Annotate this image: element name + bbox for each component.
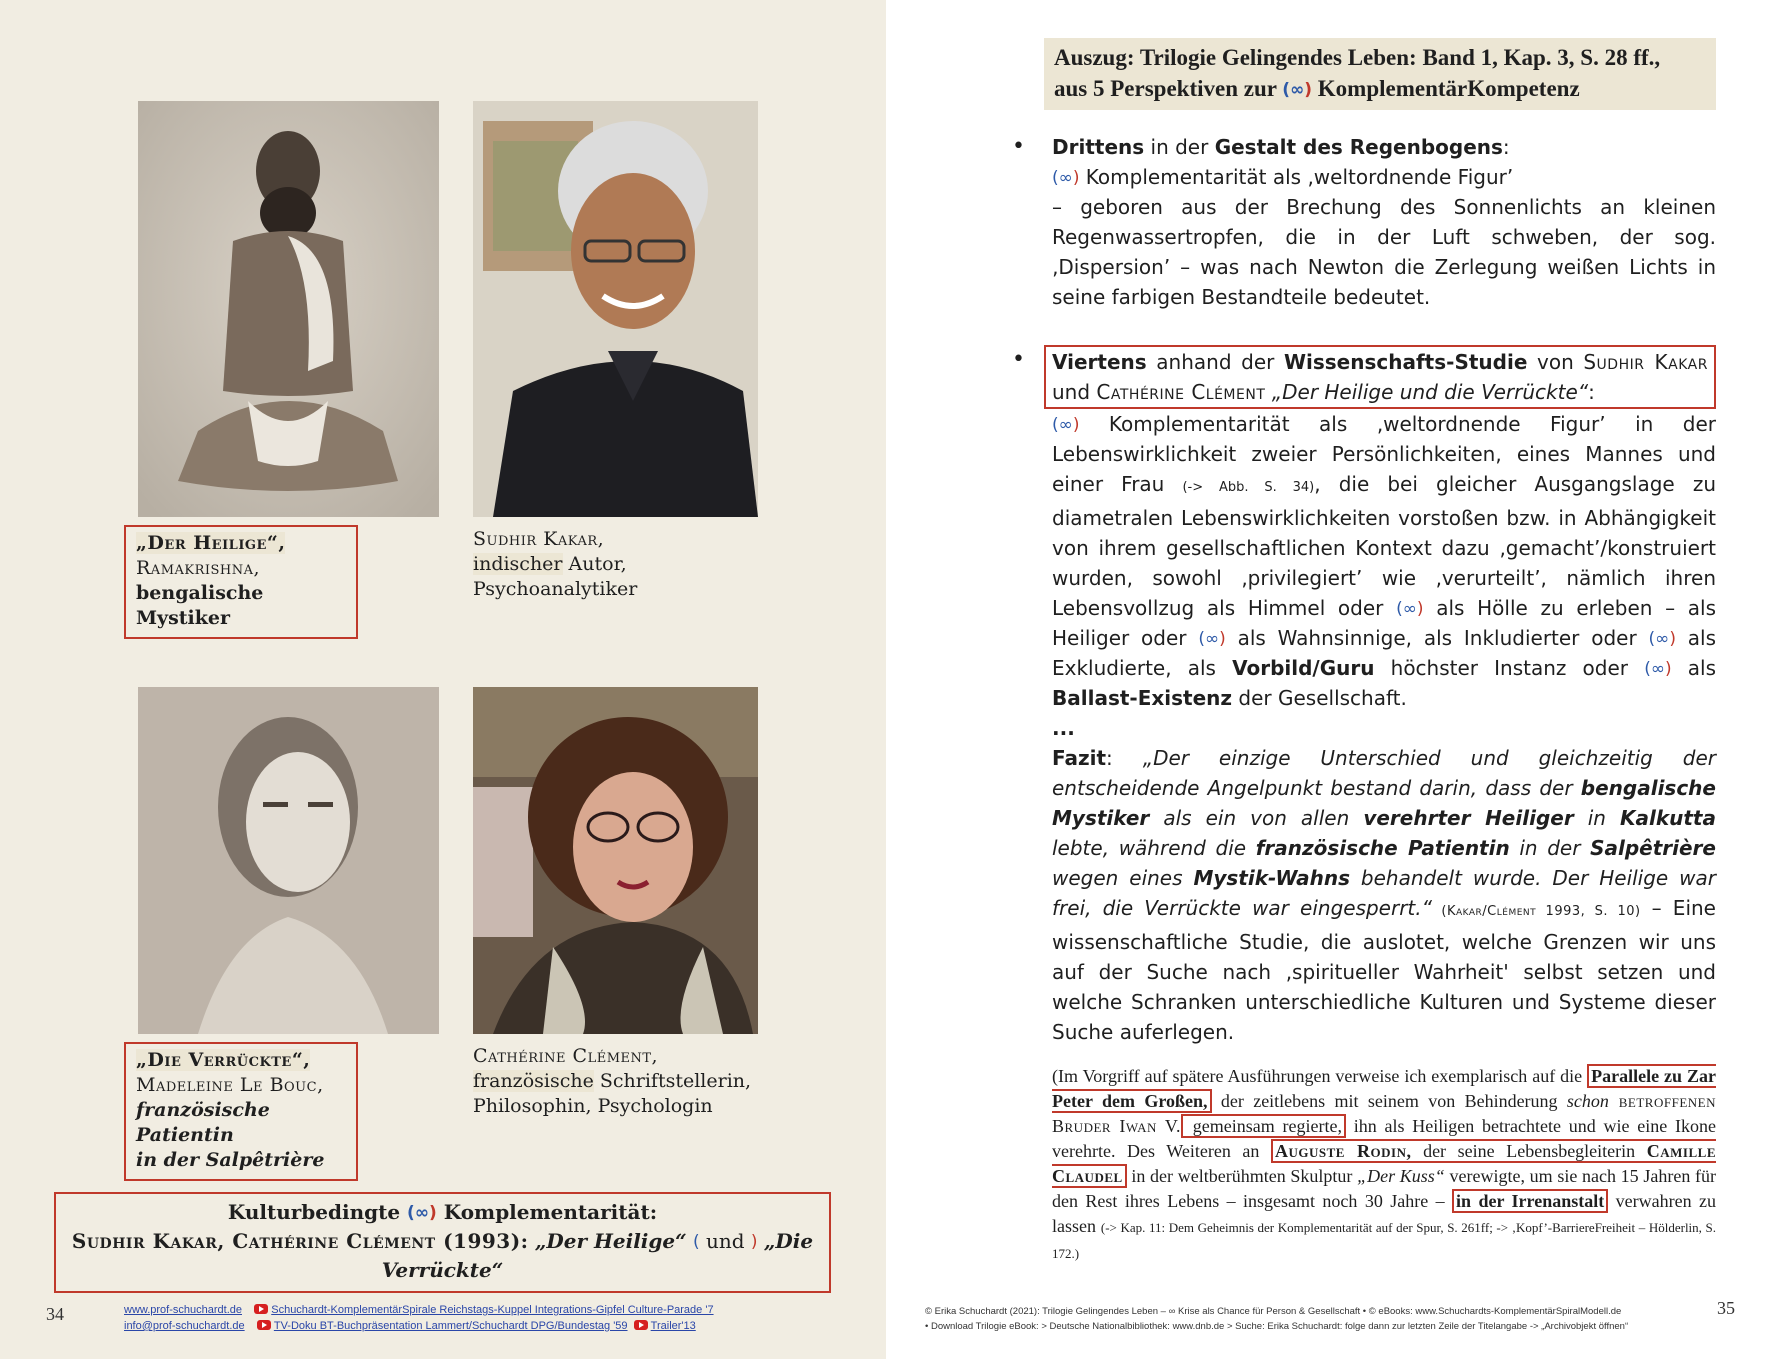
note-n2: der zeitlebens mit seinem von Behinderung	[1211, 1091, 1567, 1111]
infinity-icon: (∞)	[407, 1203, 437, 1223]
section-viertens	[1012, 345, 1717, 1047]
infinity-icon: (∞)	[1198, 629, 1226, 649]
ellipsis: ...	[1052, 716, 1075, 740]
page-number-right: 35	[1717, 1298, 1735, 1318]
caption-saint-name: Ramakrishna,	[136, 557, 261, 579]
caption-kakar-desc-hl: indischer	[473, 553, 563, 575]
catherine-clement-photo	[473, 687, 758, 1034]
caption-clement-name: Cathérine Clément,	[473, 1045, 659, 1067]
infinity-icon: (∞)	[1282, 80, 1313, 100]
fazit-q5: in der	[1509, 836, 1591, 860]
header-line1: Auszug: Trilogie Gelingendes Leben: Band 1, Kap. 3, S. 28 ff.,	[1054, 45, 1661, 70]
caption-kakar	[473, 527, 773, 602]
excerpt-header	[1044, 38, 1716, 110]
note-box-regierte: gemeinsam regierte,	[1181, 1114, 1346, 1138]
viertens-ballast: Ballast-Existenz	[1052, 686, 1233, 710]
viertens-mid: anhand der	[1146, 350, 1284, 374]
summary-line1-a: Kulturbedingte	[227, 1200, 401, 1224]
note-box-zar: Parallele zu Zar Peter dem Großen,	[1052, 1066, 1716, 1111]
viertens-body	[1052, 409, 1716, 713]
fazit-q1-bold: bengalische Mystiker	[1052, 776, 1716, 830]
note-n7: verwahren zu lassen	[1052, 1191, 1716, 1236]
youtube-icon	[254, 1304, 268, 1314]
caption-clement-desc-rest: Schriftstellerin,	[593, 1070, 752, 1092]
caption-ramakrishna	[124, 525, 358, 639]
caption-clement-desc2: Philosophin, Psychologin	[473, 1095, 713, 1117]
caption-mad-desc2: in der Salpêtrière	[136, 1149, 325, 1171]
fazit-q2-bold: verehrter Heiliger	[1363, 806, 1574, 830]
fazit-q3: in	[1573, 806, 1620, 830]
madeleine-le-bouc-photo	[138, 687, 439, 1034]
footer-right	[925, 1304, 1705, 1334]
summary-box	[54, 1192, 831, 1293]
viertens-b8: der Gesellschaft.	[1232, 686, 1407, 710]
summary-saint: „Der Heilige“	[534, 1229, 687, 1253]
fazit-q6: wegen eines	[1052, 866, 1194, 890]
fazit-q1: „Der einzige Unterschied und gleichzeitig der entscheidende Angelpunkt bestand darin, dass der	[1052, 746, 1716, 800]
video-link-1[interactable]: Schuchardt-KomplementärSpirale Reichstags-Kuppel Integrations-Gipfel Culture-Parade '7	[271, 1304, 714, 1316]
viertens-b1: Komplementarität als ‚weltordnende Figur’ in der Lebenswirklichkeit zweier Persönlichkeiten, eines Mannes und einer Frau	[1052, 412, 1716, 496]
fazit-q3-bold: Kalkutta	[1619, 806, 1716, 830]
infinity-icon: (∞)	[1052, 415, 1080, 435]
caption-mad-desc1: französische Patientin	[136, 1099, 270, 1146]
viertens-guru: Vorbild/Guru	[1232, 656, 1375, 680]
summary-und: und	[705, 1229, 745, 1253]
bullet: •	[1012, 134, 1025, 159]
note-schon: schon	[1566, 1091, 1609, 1111]
viertens-b4: als Wahnsinnige, als Inkludierter oder	[1225, 626, 1637, 650]
note-n6: verewigte, um sie nach 15 Jahren für den Rest ihres Lebens – insgesamt noch 30 Jahre –	[1052, 1166, 1716, 1211]
viertens-name1: Sudhir Kakar	[1583, 350, 1708, 374]
infinity-icon: (∞)	[1052, 168, 1080, 188]
fazit-q4: lebte, während die	[1052, 836, 1256, 860]
viertens-lead-box	[1044, 345, 1716, 409]
fazit-label: Fazit	[1052, 746, 1107, 770]
fazit-q4-bold: französische Patientin	[1255, 836, 1510, 860]
fazit-citation: (Kakar/Clément 1993, S. 10)	[1432, 904, 1641, 919]
note-n5: in der weltberühmten Skulptur	[1126, 1166, 1358, 1186]
fazit-q7: behandelt wurde. Der Heilige war frei, die Verrückte war eingesperrt.“	[1052, 866, 1716, 920]
bullet: •	[1012, 347, 1025, 372]
ramakrishna-photo	[138, 101, 439, 517]
video-link-2[interactable]: TV-Doku BT-Buchpräsentation Lammert/Schuchardt DPG/Bundestag '59	[273, 1320, 628, 1332]
caption-madeleine	[124, 1042, 358, 1181]
header-line2-a: aus 5 Perspektiven zur	[1054, 76, 1277, 101]
viertens-b7: als	[1671, 656, 1717, 680]
caption-saint-quote: „Der Heilige“,	[136, 532, 286, 554]
viertens-name2: Cathérine Clément	[1096, 380, 1266, 404]
fazit-colon: :	[1106, 746, 1143, 770]
caption-mad-quote: „Die Verrückte“,	[136, 1049, 311, 1071]
caption-clement	[473, 1044, 793, 1119]
website-link[interactable]: www.prof-schuchardt.de	[124, 1304, 242, 1316]
viertens-lead: Viertens	[1052, 350, 1147, 374]
footer-right-line1: © Erika Schuchardt (2021): Trilogie Gelingendes Leben – ∞ Krise als Chance für Person & Gesellschaft • © eBooks: www.Schuchardts-KomplementärSpiralModell.de	[925, 1306, 1622, 1317]
fazit-q2: als ein von allen	[1149, 806, 1364, 830]
viertens-ref1: (-> Abb. S. 34)	[1182, 480, 1315, 495]
page-number-left: 34	[46, 1304, 64, 1324]
summary-mad: „Die Verrückte“	[381, 1229, 814, 1282]
viertens-b6: höchster Instanz oder	[1374, 656, 1629, 680]
viertens-b5: als Exkludierte, als	[1052, 626, 1717, 680]
caption-kakar-desc-rest: Autor,	[562, 553, 627, 575]
viertens-study: Wissenschafts-Studie	[1283, 350, 1528, 374]
drittens-line2: Komplementarität als ‚weltordnende Figur’	[1079, 165, 1514, 189]
drittens-mid: in der	[1144, 135, 1215, 159]
fazit-q5-bold: Salpêtrière	[1590, 836, 1716, 860]
header-line2-b: KomplementärKompetenz	[1317, 76, 1580, 101]
video-link-3[interactable]: Trailer'13	[650, 1320, 696, 1332]
section-drittens	[1012, 132, 1716, 312]
note-n4: ihn als Heiligen betrachtete und wie eine Ikone verehrte. Des Weiteren an	[1052, 1116, 1716, 1161]
note-ref: (-> Kap. 11: Dem Geheimnis der Komplementarität auf der Spur, S. 261ff; -> ‚Kopf’-BarriereFreiheit – Hölderlin, S. 172.)	[1052, 1220, 1717, 1261]
note-n3: betroffenen Bruder Iwan V.	[1052, 1091, 1716, 1136]
caption-mad-name: Madeleine Le Bouc,	[136, 1074, 324, 1096]
fazit-rest: – Eine wissenschaftliche Studie, die auslotet, welche Grenzen wir uns auf der Suche nach ‚spiritueller Wahrheit' selbst setzen und welche Schranken unterschiedliche Kulturen und Systeme dieser Suche auferlegen.	[1052, 896, 1716, 1044]
caption-clement-desc-hl: französische	[473, 1070, 594, 1092]
infinity-icon: (∞)	[1396, 599, 1424, 619]
summary-line1-b: Komplementarität:	[443, 1200, 658, 1224]
infinity-icon: (∞)	[1644, 659, 1672, 679]
caption-saint-desc: bengalische Mystiker	[136, 582, 264, 629]
note-box-irrenanstalt: in der Irrenanstalt	[1452, 1189, 1608, 1213]
drittens-lead2: Gestalt des Regenbogens	[1214, 135, 1503, 159]
drittens-lead: Drittens	[1052, 135, 1145, 159]
left-paren-icon: (	[692, 1232, 700, 1252]
viertens-b2: , die bei gleicher Ausgangslage zu diametralen Lebenswirklichkeiten vorstoßen bzw. in Abhängigkeit von ihrem gesellschaftlichen Kontext dazu ‚gemacht’/konstruiert wurden, sowohl ‚privilegiert’ wie ‚verurteilt’, nämlich ihren Lebensvollzug als Himmel oder	[1052, 472, 1716, 620]
fazit-paragraph	[1052, 743, 1716, 1047]
footer-links-left	[124, 1302, 824, 1334]
fazit-q6-bold: Mystik-Wahns	[1193, 866, 1350, 890]
viertens-b3: als Hölle zu erleben – als Heiliger oder	[1052, 596, 1717, 650]
infinity-icon: (∞)	[1648, 629, 1676, 649]
footer-right-line2: • Download Trilogie eBook: > Deutsche Nationalbibliothek: www.dnb.de > Suche: Erika Schuchardt: folge dann zur letzten Zeile der Titelangabe -> „Archivobjekt öffnen“	[925, 1321, 1629, 1332]
summary-authors: Sudhir Kakar, Cathérine Clément (1993):	[71, 1229, 529, 1253]
caption-kakar-desc2: Psychoanalytiker	[473, 578, 638, 600]
viertens-von: von	[1527, 350, 1584, 374]
youtube-icon	[634, 1320, 648, 1330]
viertens-und: und	[1052, 380, 1097, 404]
viertens-title: „Der Heilige und die Verrückte“	[1265, 380, 1589, 404]
viertens-colon: :	[1588, 380, 1595, 404]
youtube-icon	[257, 1320, 271, 1330]
drittens-body: – geboren aus der Brechung des Sonnenlichts an kleinen Regenwassertropfen, die in der Luft schweben, der sog. ‚Dispersion’ – was nach Newton die Zerlegung weißen Lichts in seine farbigen Bestandteile bedeutet.	[1052, 195, 1716, 309]
note-kuss: „Der Kuss“	[1357, 1166, 1445, 1186]
right-paren-icon: )	[750, 1232, 758, 1252]
caption-kakar-name: Sudhir Kakar,	[473, 528, 605, 550]
email-link[interactable]: info@prof-schuchardt.de	[124, 1320, 245, 1332]
sudhir-kakar-photo	[473, 101, 758, 517]
drittens-colon: :	[1502, 135, 1510, 159]
note-paragraph	[1052, 1064, 1716, 1266]
note-box-rodin: Auguste Rodin, der seine Lebensbegleiterin Camille Claudel	[1052, 1141, 1716, 1186]
note-n1: (Im Vorgriff auf spätere Ausführungen verweise ich exemplarisch auf die	[1052, 1066, 1588, 1086]
